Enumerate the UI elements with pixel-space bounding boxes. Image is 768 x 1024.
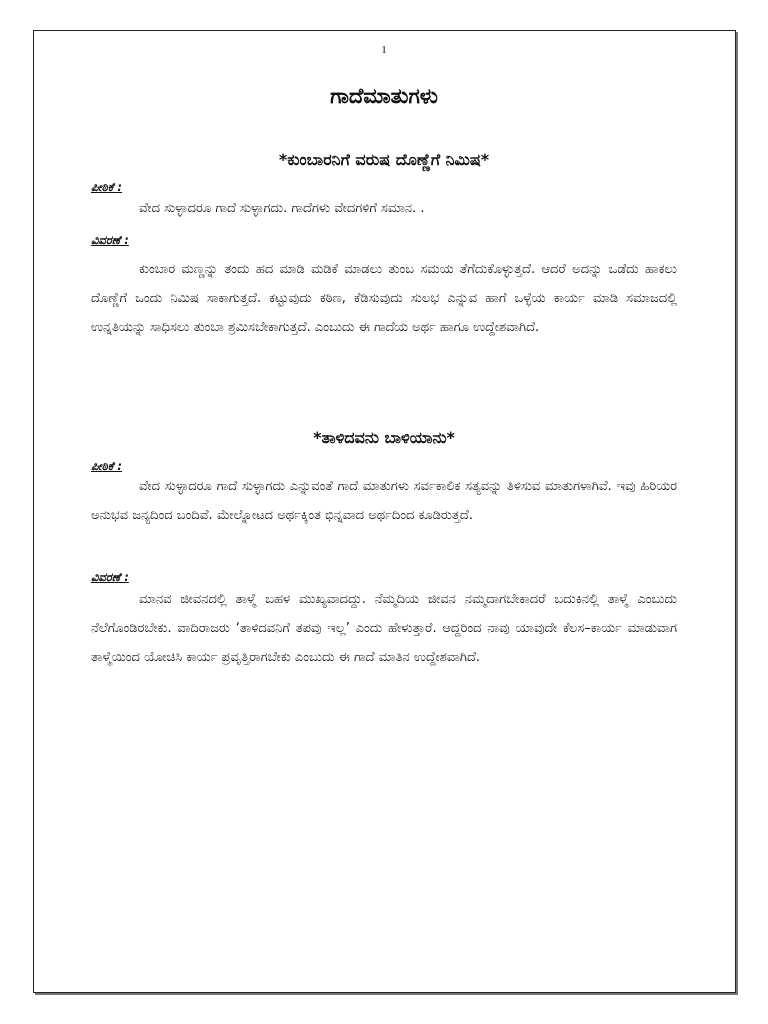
- section-1-heading: *ಕುಂಬಾರನಿಗೆ ವರುಷ ದೊಣ್ಣೆಗೆ ನಿಮಿಷ*: [278, 150, 490, 169]
- section-2-peetike-label: ಪೀಠಿಕೆ :: [91, 459, 122, 473]
- page-number: 1: [381, 44, 387, 56]
- section-2-vivarane-text: ಮಾನವ ಜೀವನದಲ್ಲಿ ತಾಳ್ಮೆ ಬಹಳ ಮುಖ್ಯವಾದದ್ದು. ನೆಮ್ಮದಿಯ ಜೀವನ ನಮ್ಮದಾಗಬೇಕಾದರೆ ಬದುಕಿನಲ್ಲಿ ತಾಳ್ಮೆ ಎಂಬುದು ನೆಲೆಗೊಂಡಿರಬೇಕು. ವಾದಿರಾಜರು ‘ತಾಳಿದವನಿಗೆ ತಪವು ಇಲ್ಲ’ ಎಂದು ಹೇಳುತ್ತಾರೆ. ಆದ್ದರಿಂದ ನಾವು ಯಾವುದೇ ಕೆಲಸ–ಕಾರ್ಯ ಮಾಡುವಾಗ ತಾಳ್ಮೆಯಿಂದ ಯೋಚಿಸಿ ಕಾರ್ಯ ಪ್ರವೃತ್ತಿರಾಗಬೇಕು ಎಂಬುದು ಈ ಗಾದೆ ಮಾತಿನ ಉದ್ದೇಶವಾಗಿದೆ.: [91, 592, 677, 665]
- section-1-vivarane-text: ಕುಂಬಾರ ಮಣ್ಣನ್ನು ತಂದು ಹದ ಮಾಡಿ ಮಡಿಕೆ ಮಾಡಲು ತುಂಬ ಸಮಯ ತೆಗೆದುಕೊಳ್ಳುತ್ತದೆ. ಆದರೆ ಅದನ್ನು ಒಡೆದು ಹಾಕಲು ದೊಣ್ಣೆಗೆ ಒಂದು ನಿಮಿಷ ಸಾಕಾಗುತ್ತದೆ. ಕಟ್ಟುವುದು ಕಠಿಣ, ಕೆಡಿಸುವುದು ಸುಲಭ ಎನ್ನುವ ಹಾಗೆ ಒಳ್ಳೆಯ ಕಾರ್ಯ ಮಾಡಿ ಸಮಾಜದಲ್ಲಿ ಉನ್ನತಿಯನ್ನು ಸಾಧಿಸಲು ತುಂಬಾ ಶ್ರಮಿಸಬೇಕಾಗುತ್ತದೆ. ಎಂಬುದು ಈ ಗಾದೆಯ ಅರ್ಥ ಹಾಗೂ ಉದ್ದೇಶವಾಗಿದೆ.: [91, 262, 677, 335]
- section-1-vivarane-label: ವಿವರಣೆ :: [91, 233, 129, 247]
- section-2-heading: *ತಾಳಿದವನು ಬಾಳಿಯಾನು*: [313, 428, 455, 447]
- section-1-peetike-label: ಪೀಠಿಕೆ :: [91, 180, 122, 194]
- section-2-vivarane-label: ವಿವರಣೆ :: [91, 570, 129, 584]
- section-1-peetike-text: ವೇದ ಸುಳ್ಳಾದರೂ ಗಾದೆ ಸುಳ್ಳಾಗದು. ಗಾದೆಗಳು ವೇದಗಳಿಗೆ ಸಮಾನ. .: [139, 201, 425, 216]
- section-2-peetike-text: ವೇದ ಸುಳ್ಳಾದರೂ ಗಾದೆ ಸುಳ್ಳಾಗದು ಎನ್ನುವಂತೆ ಗಾದೆ ಮಾತುಗಳು ಸರ್ವಕಾಲಿಕ ಸತ್ಯವನ್ನು ತಿಳಿಸುವ ಮಾತುಗಳಾಗಿವೆ. ಇವು ಹಿರಿಯರ ಅನುಭವ ಜನ್ಯದಿಂದ ಬಂದಿವೆ. ಮೇಲ್ನೋಟದ ಅರ್ಥಕ್ಕಿಂತ ಭಿನ್ನವಾದ ಅರ್ಥದಿಂದ ಕೂಡಿರುತ್ತದೆ.: [91, 479, 677, 523]
- document-title: ಗಾದೆಮಾತುಗಳು: [330, 84, 438, 108]
